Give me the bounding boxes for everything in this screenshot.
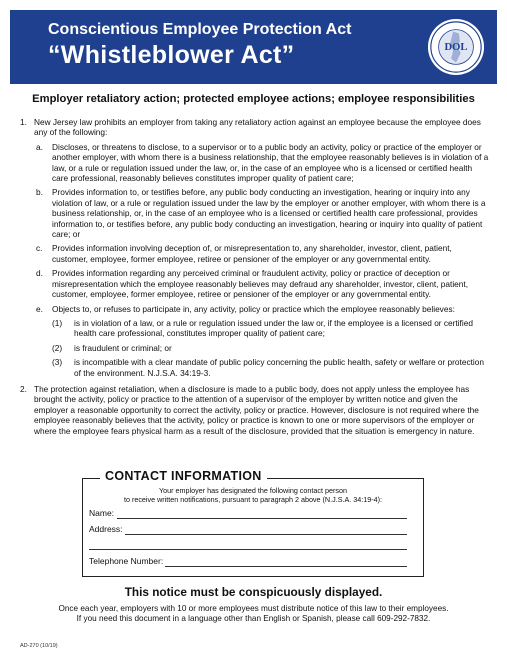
sub-list-item-text: is fraudulent or criminal; or [74, 342, 172, 353]
list-item-text: Objects to, or refuses to participate in, any activity, policy or practice which the employee reasonably believes: [52, 303, 455, 314]
address-label: Address: [89, 524, 123, 534]
section-2-text: The protection against retaliation, when a disclosure is made to a public body, does not apply unless the employee has brought the activity, policy or practice to the attention of a supervisor of the employer by written notice and given the employer a reasonable opportunity to correct the activity, policy or practice. However, disclosure is not required where the employee reasonably believes that the activity, policy or practice is known to one or more supervisors of the employer or where the employee fears physical harm as a result of the disclosure, provided that the situation is emergency in nature. [34, 383, 479, 436]
list-item-text: Provides information regarding any perceived criminal or fraudulent activity, policy or practice of deception or misrepresentation which the employee reasonably believes may defraud any shareholder, investor, client, patient, customer, employee, former employee, retiree or pensioner of the employer or any governmental entity. [52, 268, 469, 300]
sub-list-item-text: is in violation of a law, or a rule or regulation issued under the law or, if the employee is a licensed or certified health care professional, constitutes improper quality of patient care; [74, 317, 473, 339]
contact-note [82, 486, 424, 505]
telephone-label: Telephone Number: [89, 556, 164, 566]
header-title-line1: Conscientious Employee Protection Act [48, 21, 352, 38]
footer-line1: Once each year, employers with 10 or more employees must distribute notice of this law to their employees. [58, 604, 449, 613]
header-banner [10, 10, 497, 84]
list-item [34, 243, 490, 264]
name-label: Name: [89, 508, 115, 518]
list-item-text: Discloses, or threatens to disclose, to a supervisor or to a public body an activity, policy or practice of the employer or another employer, with whom there is a business relationship, that the employee reasonably believes is in violation of a law, or a rule or regulation issued under the law, or, in the case of an employee who is a licensed or certified health care professional, reasonably believes constitutes improper quality of patient care; [52, 141, 489, 184]
list-item-letter: c. [36, 243, 43, 254]
footer [0, 604, 507, 624]
list-item [34, 142, 490, 184]
list-item-letter: b. [36, 187, 43, 198]
contact-note-line2: to receive written notifications, pursuant to paragraph 2 above (N.J.S.A. 34:19-4): [123, 495, 383, 505]
sub-list-item-text: is incompatible with a clear mandate of public policy concerning the public health, safety or welfare or protection of the environment. N.J.S.A. 34:19-3. [74, 357, 484, 378]
sub-list-item-number: (2) [52, 342, 63, 353]
sub-list-item [52, 357, 490, 378]
name-field[interactable] [117, 518, 407, 519]
section-1-intro: New Jersey law prohibits an employer from taking any retaliatory action against an employee because the employee does any of the following: [34, 117, 481, 138]
sub-list-item-number: (1) [52, 317, 63, 328]
form-number: AD-270 (10/19) [20, 643, 58, 649]
list-item [34, 268, 490, 299]
contact-note-line1: Your employer has designated the following contact person [159, 486, 347, 495]
list-item-letter: d. [36, 268, 43, 279]
sub-list-item [52, 343, 490, 353]
address-field[interactable] [125, 534, 407, 535]
address-field-line2[interactable] [89, 549, 407, 550]
page-subtitle: Employer retaliatory action; protected employee actions; employee responsibilities [32, 93, 475, 105]
section-number: 1. [20, 117, 27, 127]
dol-seal-icon [427, 18, 485, 76]
main-content [20, 117, 490, 436]
list-item-letter: a. [36, 141, 43, 152]
section-1 [20, 117, 490, 378]
display-notice: This notice must be conspicuously displayed. [124, 585, 383, 599]
list-item [34, 187, 490, 239]
contact-title: CONTACT INFORMATION [100, 469, 267, 483]
telephone-field[interactable] [165, 566, 407, 567]
section-number: 2. [20, 383, 27, 394]
list-item [34, 304, 490, 378]
header-title-line2: “Whistleblower Act” [48, 41, 295, 69]
section-2 [20, 384, 490, 436]
list-item-text: Provides information to, or testifies before, any public body conducting an investigation, hearing or inquiry into any violation of law, or a rule or regulation issued under the law by the employer or another employer, with whom there is a business relationship, or, in the case of an employee who is a licensed or certified health care professional, provides information to, or testifies before, any public body conducting an investigation, hearing or inquiry into quality of patient care; or [52, 187, 486, 240]
footer-line2: If you need this document in a language other than English or Spanish, please call 609-292-7832. [76, 614, 431, 624]
seal-label: DOL [444, 41, 468, 53]
sub-list-item [52, 318, 490, 339]
list-item-text: Provides information involving deception of, or misrepresentation to, any shareholder, investor, client, patient, customer, employee, former employee, retiree or pensioner of the employer or any governmental entity. [52, 243, 452, 264]
list-item-letter: e. [36, 303, 43, 314]
sub-list-item-number: (3) [52, 357, 63, 368]
